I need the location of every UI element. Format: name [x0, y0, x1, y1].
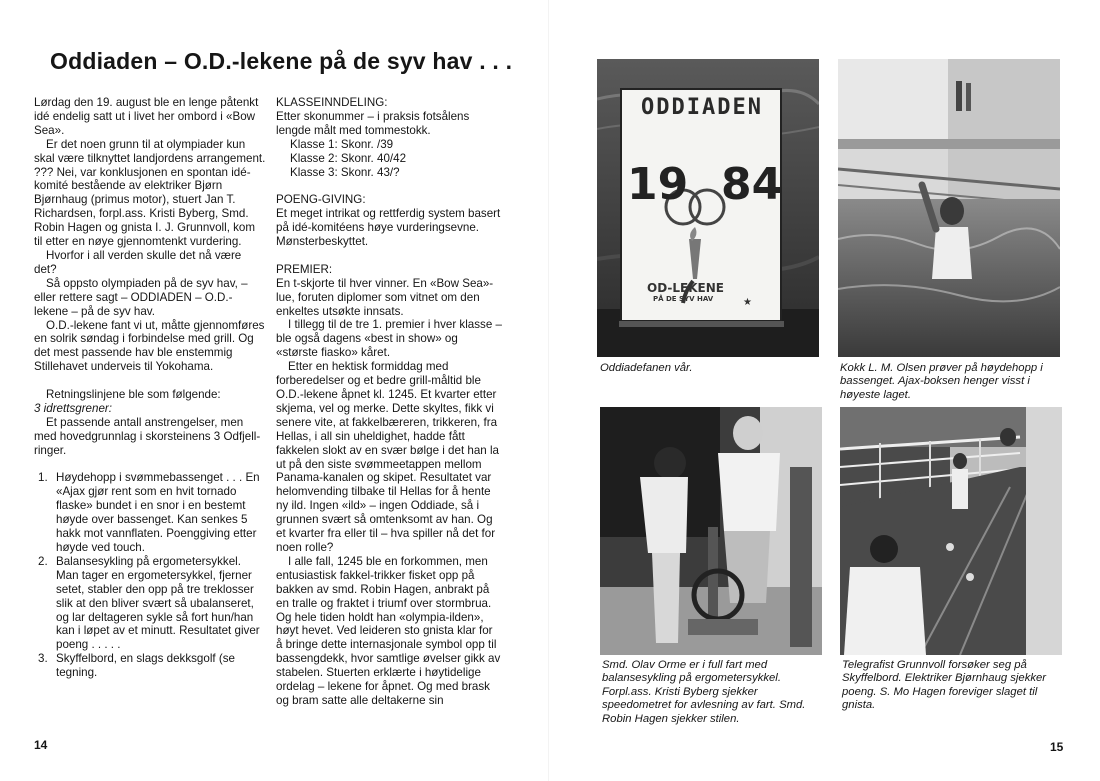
photo-banner	[597, 59, 819, 357]
class-item: Klasse 2: Skonr. 40/42	[290, 151, 407, 165]
page-gutter	[548, 0, 549, 781]
class-list	[276, 138, 502, 180]
article-column-2	[276, 96, 502, 708]
article-title: Oddiaden – O.D.-lekene på de syv hav . . .	[50, 48, 513, 74]
caption-bike: Smd. Olav Orme er i full fart med balansesykling på ergometersykkel. Forpl.ass. Kristi Byberg sjekker speedometret for avlesning av fart. Smd. Robin Hagen sjekker stilen.	[602, 659, 806, 725]
banner-year-right: 84	[721, 159, 783, 210]
section-heading: KLASSEINNDELING:	[276, 96, 388, 109]
class-item: Klasse 1: Skonr. /39	[290, 137, 394, 151]
paragraph: Etter en hektisk formiddag med forberedelser og et bedre grill-måltid ble O.D.-lekene åpnet kl. 1245. Et kvarter etter skjema, vel og merke. Dette skyltes, fikk vi senere vite, at fakkelbæreren, trikkeren, fra Hellas, i all sin uheldighet, hadde fått fakkelen slokt av en svær bølge i det han la ut på den siste svømmeetappen mellom Panama-kanalen og skipet. Resultatet var helomvending tilbake til Hellas for å hente ny ild. Ingen «ild» – ingen Oddiade, så i grunnen svært så omtenksomt av han. Og et kvarter fra eller til – hva spiller nå det for noen rolle?	[276, 360, 499, 554]
photo-pool	[838, 59, 1060, 357]
photo-deck	[840, 407, 1062, 655]
caption-deck: Telegrafist Grunnvoll forsøker seg på Skyffelbord. Elektriker Bjørnhaug sjekker poeng. S. Mo Hagen foreviger slaget til gnista.	[842, 659, 1047, 712]
list-item	[34, 555, 266, 652]
rules-heading: Retningslinjene ble som følgende:	[46, 388, 221, 402]
section-heading: PREMIER:	[276, 262, 333, 276]
banner-subtitle: OD-LEKENE	[647, 281, 724, 295]
paragraph: Er det noen grunn til at olympiader kun skal være tilknyttet landjordens arrangement. ??? Nei, var konklusjonen en spontan idé-komité bestående av elektriker Bjørn Bjørnhaug (primus motor), stuert Jan T. Richardsen, forpl.ass. Kristi Byberg, Smd. Robin Hagen og gnista I. J. Grunnvoll, kom til etter en nøye gjennomtenkt vurdering.	[34, 137, 266, 249]
list-item	[34, 471, 266, 554]
list-item	[34, 652, 266, 680]
caption-pool: Kokk L. M. Olsen prøver på høydehopp i bassenget. Ajax-boksen henger visst i høyeste laget.	[840, 362, 1043, 401]
banner-subtitle-2: PÅ DE SYV HAV	[653, 295, 714, 303]
banner-title: ODDIADEN	[641, 95, 763, 120]
page-number-right: 15	[1050, 740, 1064, 754]
event-list	[34, 471, 266, 680]
paragraph: I tillegg til de tre 1. premier i hver klasse – ble også dagens «best in show» og «største fiasko» kåret.	[276, 318, 502, 360]
rules-subheading: 3 idrettsgrener:	[34, 401, 112, 415]
paragraph: Etter skonummer – i praksis fotsålens lengde målt med tommestokk.	[276, 109, 470, 137]
paragraph: Et meget intrikat og rettferdig system basert på idé-komitéens høye vurderingsevne. Mønsterbeskyttet.	[276, 207, 501, 249]
star-icon: ★	[743, 297, 752, 308]
list-item-text: Skyffelbord, en slags dekksgolf (se tegning.	[56, 652, 235, 680]
list-number: 1.	[38, 471, 48, 485]
paragraph: O.D.-lekene fant vi ut, måtte gjennomføres en solrik søndag i forbindelse med grill. Og det mest passende hav ble enstemmig Stillehavet underveis til Yokohama.	[34, 318, 265, 374]
paragraph: I alle fall, 1245 ble en forkommen, men entusiastisk fakkel-trikker fisket opp på bakken av smd. Robin Hagen, anbrakt på en tralle og fraktet i triumf over stormbrua. Og hele tiden holdt han «olympia-ilden», høyt hevet. Ved leideren sto gnista klar for å bringe dette internasjonale symbol opp til bassengdekk, hvor samtlige øvelser gikk av stabelen. Stuerten erklærte i høytidelige ordelag – lekene for åpnet. Og med brask og bram satte alle deltakerne sin	[276, 554, 501, 707]
paragraph: Så oppsto olympiaden på de syv hav, – eller rettere sagt – ODDIADEN – O.D.-lekene – på de syv hav.	[34, 276, 248, 318]
page-number-left: 14	[34, 738, 48, 752]
list-item-text: Høydehopp i svømmebassenget . . . En «Ajax gjør rent som en hvit tornado flaske» bundet i en snor i en bestemt høyde over bassenget. Kan senkes 5 hakk mot vannflaten. Poenggiving etter høyde ved touch.	[56, 471, 260, 554]
section-heading: POENG-GIVING:	[276, 193, 366, 207]
paragraph: En t-skjorte til hver vinner. En «Bow Sea»-lue, foruten diplomer som vitnet om den enkeltes utsøkte innsats.	[276, 276, 494, 318]
paragraph: Lørdag den 19. august ble en lenge påtenkt idé endelig satt ut i livet her ombord i «Bow Sea».	[34, 96, 259, 137]
list-number: 2.	[38, 554, 48, 568]
list-number: 3.	[38, 652, 48, 666]
article-column-1	[34, 96, 266, 680]
photo-bike	[600, 407, 822, 655]
paragraph: Hvorfor i all verden skulle det nå være det?	[34, 248, 242, 276]
class-item: Klasse 3: Skonr. 43/?	[290, 165, 400, 179]
banner-year-left: 19	[627, 159, 689, 210]
paragraph: Et passende antall anstrengelser, men med hovedgrunnlag i skorsteinens 3 Odfjell-ringer.	[34, 415, 261, 457]
caption-banner: Oddiadefanen vår.	[600, 362, 693, 374]
list-item-text: Balansesykling på ergometersykkel. Man tager en ergometersykkel, fjerner setet, stabler den opp på tre treklosser slik at den bliver svært så ubalanseret, og lar deltageren sykle så fort hun/han kan i løpet av et minutt. Resultatet giver poeng . . . . .	[56, 554, 260, 652]
